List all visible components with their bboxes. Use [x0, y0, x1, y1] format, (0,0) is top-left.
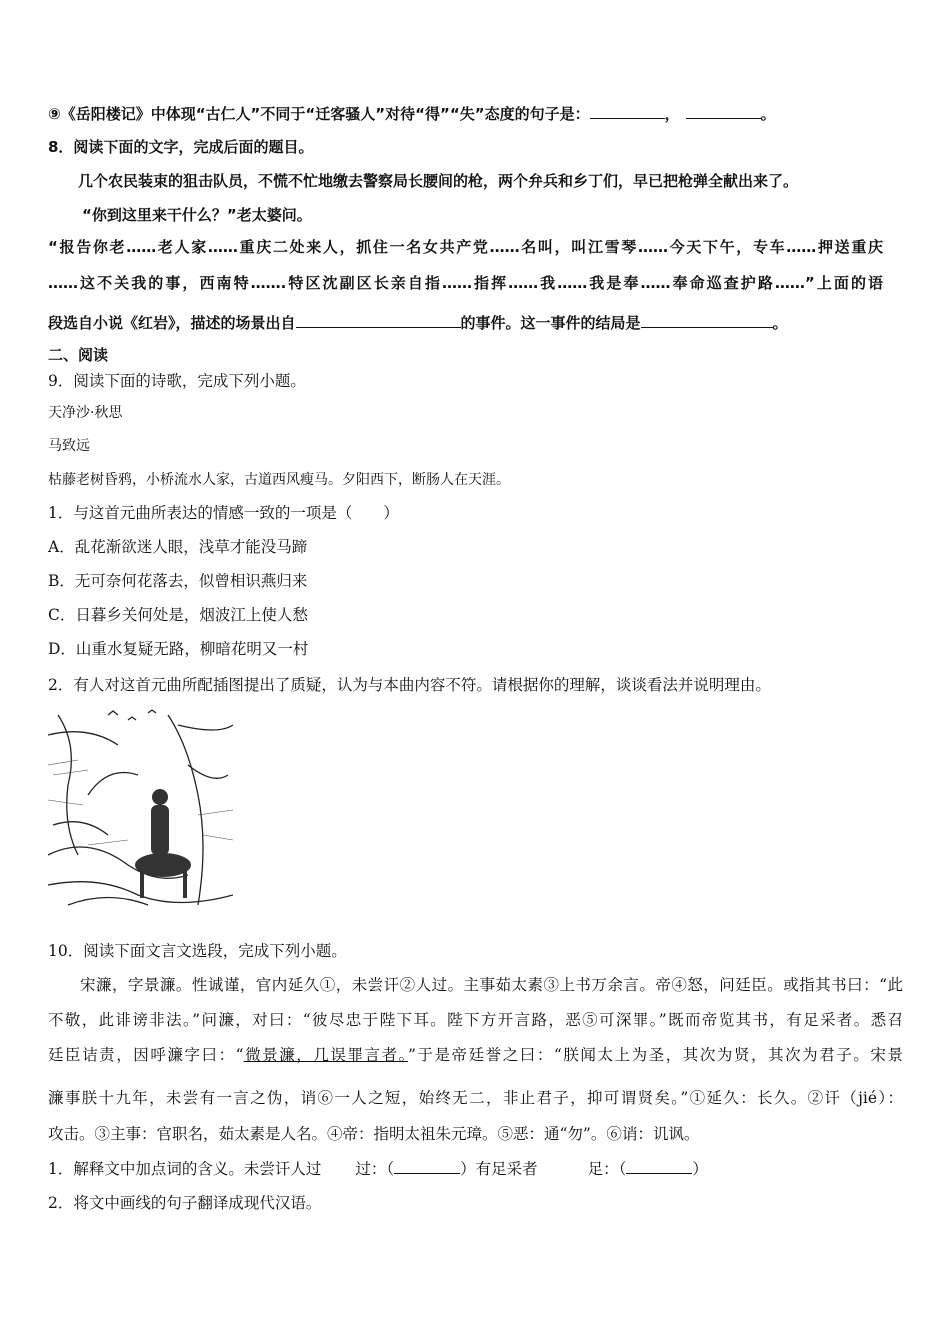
q8-p3c: [48, 312, 788, 333]
option-c[interactable]: C．日暮乡关何处是，烟波江上使人愁: [48, 606, 308, 624]
q8-p2: “你到这里来干什么？”老太婆问。: [82, 206, 312, 224]
q10-line5: 攻击。③主事：官职名，茹太素是人名。④帝：指明太祖朱元璋。⑤恶：通“勿”。⑥诮：讥讽。: [48, 1125, 700, 1143]
q8-p3b: ……这不关我的事，西南特…….特区沈副区长亲自指……指挥……我……我是奉……奉命巡查护路……”上面的语: [48, 274, 883, 292]
answer-blank[interactable]: [626, 1158, 692, 1174]
answer-blank[interactable]: [686, 103, 761, 119]
q10-line2: 不敬，此诽谤非法。”问濂，对曰：“彼尽忠于陛下耳。陛下方开言路，恶⑤可深罪。”既而帝览其书，有足采者。悉召: [48, 1011, 903, 1029]
q8-title: 8．阅读下面的文字，完成后面的题目。: [48, 138, 314, 156]
q7-9-text: ⑨《岳阳楼记》中体现“古仁人”不同于“迁客骚人”对待“得”“失”态度的句子是：: [48, 105, 590, 123]
q10-sub1: [48, 1158, 708, 1179]
q7-9-line: [48, 103, 776, 124]
answer-blank[interactable]: [296, 312, 461, 328]
option-a[interactable]: A．乱花渐欲迷人眼，浅草才能没马蹄: [48, 538, 308, 556]
poem-text: 枯藤老树昏鸦，小桥流水人家，古道西风瘦马。夕阳西下，断肠人在天涯。: [48, 472, 510, 488]
q9-sub2: 2．有人对这首元曲所配插图提出了质疑，认为与本曲内容不符。请根据你的理解，谈谈看法并说明理由。: [48, 676, 771, 694]
answer-blank[interactable]: [394, 1158, 460, 1174]
sep: ，: [664, 105, 680, 123]
text: 足：（: [587, 1160, 627, 1178]
poem-author: 马致远: [48, 438, 90, 454]
option-d[interactable]: D．山重水复疑无路，柳暗花明又一村: [48, 640, 309, 658]
section-title: 二、阅读: [48, 346, 109, 364]
q10-sub2: 2．将文中画线的句子翻译成现代汉语。: [48, 1194, 322, 1212]
text: 1．解释文中加点词的含义。未尝讦人过: [48, 1160, 322, 1178]
underlined-sentence: 微景濂，几误罪言者。: [243, 1046, 408, 1064]
text: 段选自小说《红岩》，描述的场景出自: [48, 314, 296, 332]
answer-blank[interactable]: [641, 312, 773, 328]
text: 。: [772, 314, 788, 332]
text: 过：（: [355, 1160, 395, 1178]
q9-title: 9．阅读下面的诗歌，完成下列小题。: [48, 372, 306, 390]
text: 的事件。这一事件的结局是: [460, 314, 641, 332]
text: ）有足采者: [460, 1160, 538, 1178]
poem-title: 天净沙·秋思: [48, 405, 123, 421]
text: 廷臣诘责，因呼濂字曰：“: [48, 1046, 244, 1064]
q10-title: 10．阅读下面文言文选段，完成下列小题。: [48, 942, 347, 960]
q8-p3a: “报告你老……老人家……重庆二处来人，抓住一名女共产党……名叫，叫江雪琴……今天下午，专车……押送重庆: [48, 238, 883, 256]
end: 。: [760, 105, 776, 123]
option-b[interactable]: B．无可奈何花落去，似曾相识燕归来: [48, 572, 308, 590]
text: ”于是帝廷誉之曰：“朕闻太上为圣，其次为贤，其次为君子。宋景: [407, 1046, 903, 1064]
q10-line1: 宋濂，字景濂。性诚谨，官内延久①，未尝讦②人过。主事茹太素③上书万余言。帝④怒，问廷臣。或指其书曰：“此: [80, 976, 903, 994]
q9-sub1: 1．与这首元曲所表达的情感一致的一项是（ ）: [48, 504, 399, 522]
q10-line3: [48, 1045, 903, 1065]
poem-illustration: [48, 705, 233, 912]
q8-p1: 几个农民装束的狙击队员，不慌不忙地缴去警察局长腰间的枪，两个弁兵和乡丁们，早已把枪弹全献出来了。: [78, 172, 799, 190]
q10-line4: 濂事朕十九年，未尝有一言之伪，诮⑥一人之短，始终无二，非止君子，抑可谓贤矣。”①延久：长久。②讦（jié）：: [48, 1089, 903, 1107]
text: ）: [692, 1160, 708, 1178]
answer-blank[interactable]: [590, 103, 665, 119]
